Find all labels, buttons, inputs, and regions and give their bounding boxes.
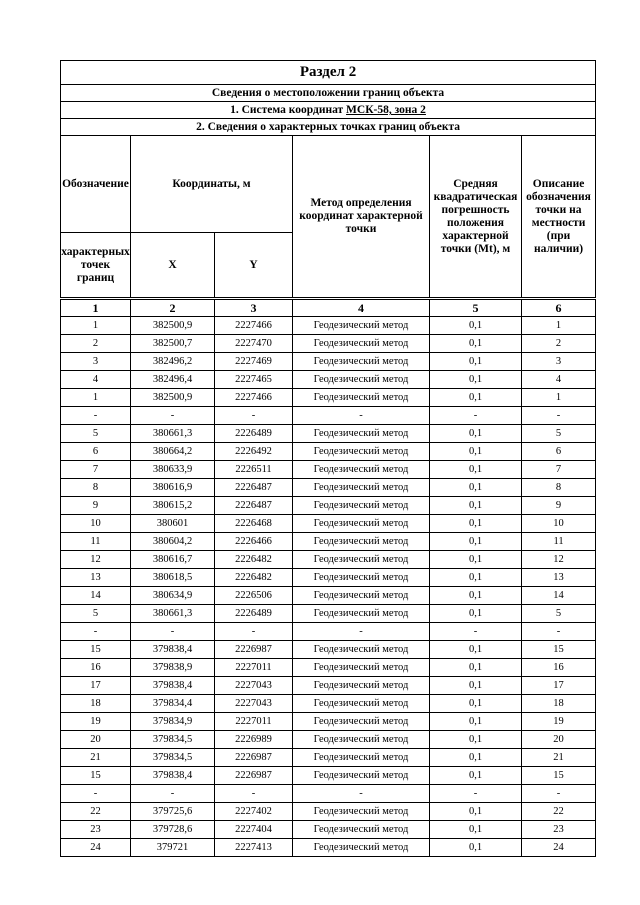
description: 19 [522, 713, 596, 731]
coord-y: 2226468 [215, 515, 293, 533]
error: 0,1 [430, 659, 522, 677]
coord-x: 379725,6 [131, 803, 215, 821]
method: Геодезический метод [293, 695, 430, 713]
coord-x: - [131, 407, 215, 425]
header-x: X [131, 233, 215, 299]
point-number: 20 [61, 731, 131, 749]
table-row [61, 353, 596, 371]
coord-y: 2226466 [215, 533, 293, 551]
boundary-points-table [60, 60, 596, 857]
coord-y: 2226987 [215, 749, 293, 767]
table-row [61, 317, 596, 335]
coord-y: 2226492 [215, 443, 293, 461]
coord-x: 379834,5 [131, 749, 215, 767]
table-row [61, 515, 596, 533]
description: 4 [522, 371, 596, 389]
coord-x: 380661,3 [131, 605, 215, 623]
table-row [61, 425, 596, 443]
coord-y: 2227469 [215, 353, 293, 371]
description: 8 [522, 479, 596, 497]
error: 0,1 [430, 551, 522, 569]
table-row [61, 461, 596, 479]
point-number: 9 [61, 497, 131, 515]
description: 18 [522, 695, 596, 713]
header-method: Метод определения координат характерной точки [293, 136, 430, 299]
coord-x: 380604,2 [131, 533, 215, 551]
description: 1 [522, 389, 596, 407]
table-row [61, 551, 596, 569]
table-row [61, 569, 596, 587]
description: 14 [522, 587, 596, 605]
error: 0,1 [430, 317, 522, 335]
method: Геодезический метод [293, 839, 430, 857]
error: 0,1 [430, 587, 522, 605]
coord-x: 380633,9 [131, 461, 215, 479]
method: Геодезический метод [293, 659, 430, 677]
table-row [61, 335, 596, 353]
coord-system-name: МСК-58, зона 2 [346, 104, 426, 116]
coord-y: 2226482 [215, 551, 293, 569]
table-row [61, 767, 596, 785]
coord-y: 2226511 [215, 461, 293, 479]
coord-y: 2226987 [215, 767, 293, 785]
section-title: Раздел 2 [61, 61, 596, 85]
table-row [61, 749, 596, 767]
point-number: 4 [61, 371, 131, 389]
description: 24 [522, 839, 596, 857]
method: Геодезический метод [293, 749, 430, 767]
column-number: 6 [522, 299, 596, 317]
coord-y: 2227465 [215, 371, 293, 389]
coord-x: 382496,4 [131, 371, 215, 389]
coord-x: - [131, 785, 215, 803]
method: Геодезический метод [293, 371, 430, 389]
coord-y: 2226987 [215, 641, 293, 659]
coord-y: - [215, 623, 293, 641]
error: 0,1 [430, 371, 522, 389]
description: 21 [522, 749, 596, 767]
coord-y: - [215, 785, 293, 803]
description: 22 [522, 803, 596, 821]
header-designation: Обозначение [61, 136, 131, 233]
point-number: 5 [61, 425, 131, 443]
coord-x: 380615,2 [131, 497, 215, 515]
error: 0,1 [430, 767, 522, 785]
coord-x: 380664,2 [131, 443, 215, 461]
coord-x: - [131, 623, 215, 641]
method: Геодезический метод [293, 641, 430, 659]
point-number: 2 [61, 335, 131, 353]
point-number: 24 [61, 839, 131, 857]
point-number: 1 [61, 389, 131, 407]
point-number: 12 [61, 551, 131, 569]
description: 20 [522, 731, 596, 749]
point-number: 8 [61, 479, 131, 497]
coord-x: 379834,9 [131, 713, 215, 731]
coord-x: 380616,7 [131, 551, 215, 569]
header-points: характерных точек границ [61, 233, 131, 299]
error: - [430, 407, 522, 425]
point-number: - [61, 407, 131, 425]
coord-y: 2226489 [215, 425, 293, 443]
description: 5 [522, 605, 596, 623]
header-coordinates: Координаты, м [131, 136, 293, 233]
table-row [61, 713, 596, 731]
coord-y: 2226989 [215, 731, 293, 749]
error: - [430, 785, 522, 803]
coord-y: 2227011 [215, 713, 293, 731]
method: Геодезический метод [293, 317, 430, 335]
coord-y: 2227043 [215, 695, 293, 713]
point-number: 3 [61, 353, 131, 371]
description: 12 [522, 551, 596, 569]
point-number: 11 [61, 533, 131, 551]
table-row [61, 407, 596, 425]
table-row [61, 731, 596, 749]
description: 15 [522, 767, 596, 785]
points-title: 2. Сведения о характерных точках границ объекта [61, 119, 596, 136]
header-y: Y [215, 233, 293, 299]
error: 0,1 [430, 389, 522, 407]
error: 0,1 [430, 569, 522, 587]
coord-x: 380661,3 [131, 425, 215, 443]
description: 11 [522, 533, 596, 551]
coord-x: 379834,4 [131, 695, 215, 713]
error: 0,1 [430, 479, 522, 497]
error: 0,1 [430, 713, 522, 731]
method: Геодезический метод [293, 569, 430, 587]
error: 0,1 [430, 677, 522, 695]
coord-y: 2227404 [215, 821, 293, 839]
coord-y: 2227466 [215, 317, 293, 335]
point-number: 15 [61, 767, 131, 785]
method: Геодезический метод [293, 335, 430, 353]
coord-x: 379838,4 [131, 767, 215, 785]
coord-x: 379838,4 [131, 677, 215, 695]
error: 0,1 [430, 533, 522, 551]
point-number: 7 [61, 461, 131, 479]
coord-x: 382500,9 [131, 389, 215, 407]
error: - [430, 623, 522, 641]
coord-x: 382500,7 [131, 335, 215, 353]
method: - [293, 623, 430, 641]
table-row [61, 695, 596, 713]
coord-y: 2227413 [215, 839, 293, 857]
table-row [61, 533, 596, 551]
error: 0,1 [430, 443, 522, 461]
section-subtitle: Сведения о местоположении границ объекта [61, 85, 596, 102]
table-row [61, 497, 596, 515]
error: 0,1 [430, 803, 522, 821]
error: 0,1 [430, 749, 522, 767]
method: Геодезический метод [293, 677, 430, 695]
method: Геодезический метод [293, 443, 430, 461]
description: 16 [522, 659, 596, 677]
description: 3 [522, 353, 596, 371]
error: 0,1 [430, 497, 522, 515]
point-number: 21 [61, 749, 131, 767]
point-number: 17 [61, 677, 131, 695]
point-number: 13 [61, 569, 131, 587]
point-number: 23 [61, 821, 131, 839]
table-row [61, 821, 596, 839]
method: - [293, 407, 430, 425]
method: Геодезический метод [293, 713, 430, 731]
description: 15 [522, 641, 596, 659]
method: - [293, 785, 430, 803]
description: 17 [522, 677, 596, 695]
description: 5 [522, 425, 596, 443]
coord-x: 380618,5 [131, 569, 215, 587]
error: 0,1 [430, 353, 522, 371]
point-number: 15 [61, 641, 131, 659]
table-row [61, 641, 596, 659]
method: Геодезический метод [293, 479, 430, 497]
table-row [61, 803, 596, 821]
coord-x: 379834,5 [131, 731, 215, 749]
method: Геодезический метод [293, 425, 430, 443]
column-number: 3 [215, 299, 293, 317]
point-number: 19 [61, 713, 131, 731]
coord-x: 380601 [131, 515, 215, 533]
method: Геодезический метод [293, 605, 430, 623]
coord-x: 379838,9 [131, 659, 215, 677]
method: Геодезический метод [293, 587, 430, 605]
point-number: 18 [61, 695, 131, 713]
coord-x: 380634,9 [131, 587, 215, 605]
description: 1 [522, 317, 596, 335]
coord-y: 2226506 [215, 587, 293, 605]
header-description: Описание обозначения точки на местности (при наличии) [522, 136, 596, 299]
point-number: 10 [61, 515, 131, 533]
method: Геодезический метод [293, 497, 430, 515]
coord-y: - [215, 407, 293, 425]
error: 0,1 [430, 731, 522, 749]
description: - [522, 623, 596, 641]
column-number: 4 [293, 299, 430, 317]
error: 0,1 [430, 839, 522, 857]
column-number: 1 [61, 299, 131, 317]
column-number: 2 [131, 299, 215, 317]
error: 0,1 [430, 425, 522, 443]
column-number: 5 [430, 299, 522, 317]
table-row [61, 785, 596, 803]
coord-y: 2227466 [215, 389, 293, 407]
method: Геодезический метод [293, 821, 430, 839]
error: 0,1 [430, 515, 522, 533]
coord-system-prefix: 1. Система координат [230, 104, 347, 116]
method: Геодезический метод [293, 533, 430, 551]
description: 13 [522, 569, 596, 587]
table-row [61, 479, 596, 497]
error: 0,1 [430, 641, 522, 659]
description: 9 [522, 497, 596, 515]
coord-y: 2227470 [215, 335, 293, 353]
description: 7 [522, 461, 596, 479]
table-row [61, 389, 596, 407]
point-number: 1 [61, 317, 131, 335]
description: 23 [522, 821, 596, 839]
column-numbers-row [61, 299, 596, 317]
method: Геодезический метод [293, 353, 430, 371]
table-row [61, 371, 596, 389]
point-number: 14 [61, 587, 131, 605]
table-row [61, 839, 596, 857]
point-number: 16 [61, 659, 131, 677]
error: 0,1 [430, 605, 522, 623]
point-number: 6 [61, 443, 131, 461]
coord-y: 2226482 [215, 569, 293, 587]
method: Геодезический метод [293, 389, 430, 407]
description: - [522, 407, 596, 425]
table-row [61, 623, 596, 641]
method: Геодезический метод [293, 767, 430, 785]
method: Геодезический метод [293, 803, 430, 821]
error: 0,1 [430, 335, 522, 353]
point-number: 22 [61, 803, 131, 821]
table-row [61, 659, 596, 677]
description: - [522, 785, 596, 803]
table-row [61, 587, 596, 605]
coord-x: 380616,9 [131, 479, 215, 497]
coord-x: 382496,2 [131, 353, 215, 371]
error: 0,1 [430, 695, 522, 713]
table-row [61, 677, 596, 695]
error: 0,1 [430, 461, 522, 479]
coord-x: 382500,9 [131, 317, 215, 335]
point-number: - [61, 623, 131, 641]
coord-y: 2227043 [215, 677, 293, 695]
method: Геодезический метод [293, 551, 430, 569]
method: Геодезический метод [293, 461, 430, 479]
table-row [61, 605, 596, 623]
description: 2 [522, 335, 596, 353]
description: 6 [522, 443, 596, 461]
point-number: - [61, 785, 131, 803]
method: Геодезический метод [293, 515, 430, 533]
coord-y: 2226489 [215, 605, 293, 623]
error: 0,1 [430, 821, 522, 839]
coord-y: 2226487 [215, 497, 293, 515]
description: 10 [522, 515, 596, 533]
header-error: Средняя квадратическая погрешность положения характерной точки (Mt), м [430, 136, 522, 299]
coord-system [61, 102, 596, 119]
coord-x: 379838,4 [131, 641, 215, 659]
point-number: 5 [61, 605, 131, 623]
coord-y: 2226487 [215, 479, 293, 497]
coord-y: 2227011 [215, 659, 293, 677]
coord-x: 379721 [131, 839, 215, 857]
method: Геодезический метод [293, 731, 430, 749]
table-row [61, 443, 596, 461]
coord-y: 2227402 [215, 803, 293, 821]
coord-x: 379728,6 [131, 821, 215, 839]
